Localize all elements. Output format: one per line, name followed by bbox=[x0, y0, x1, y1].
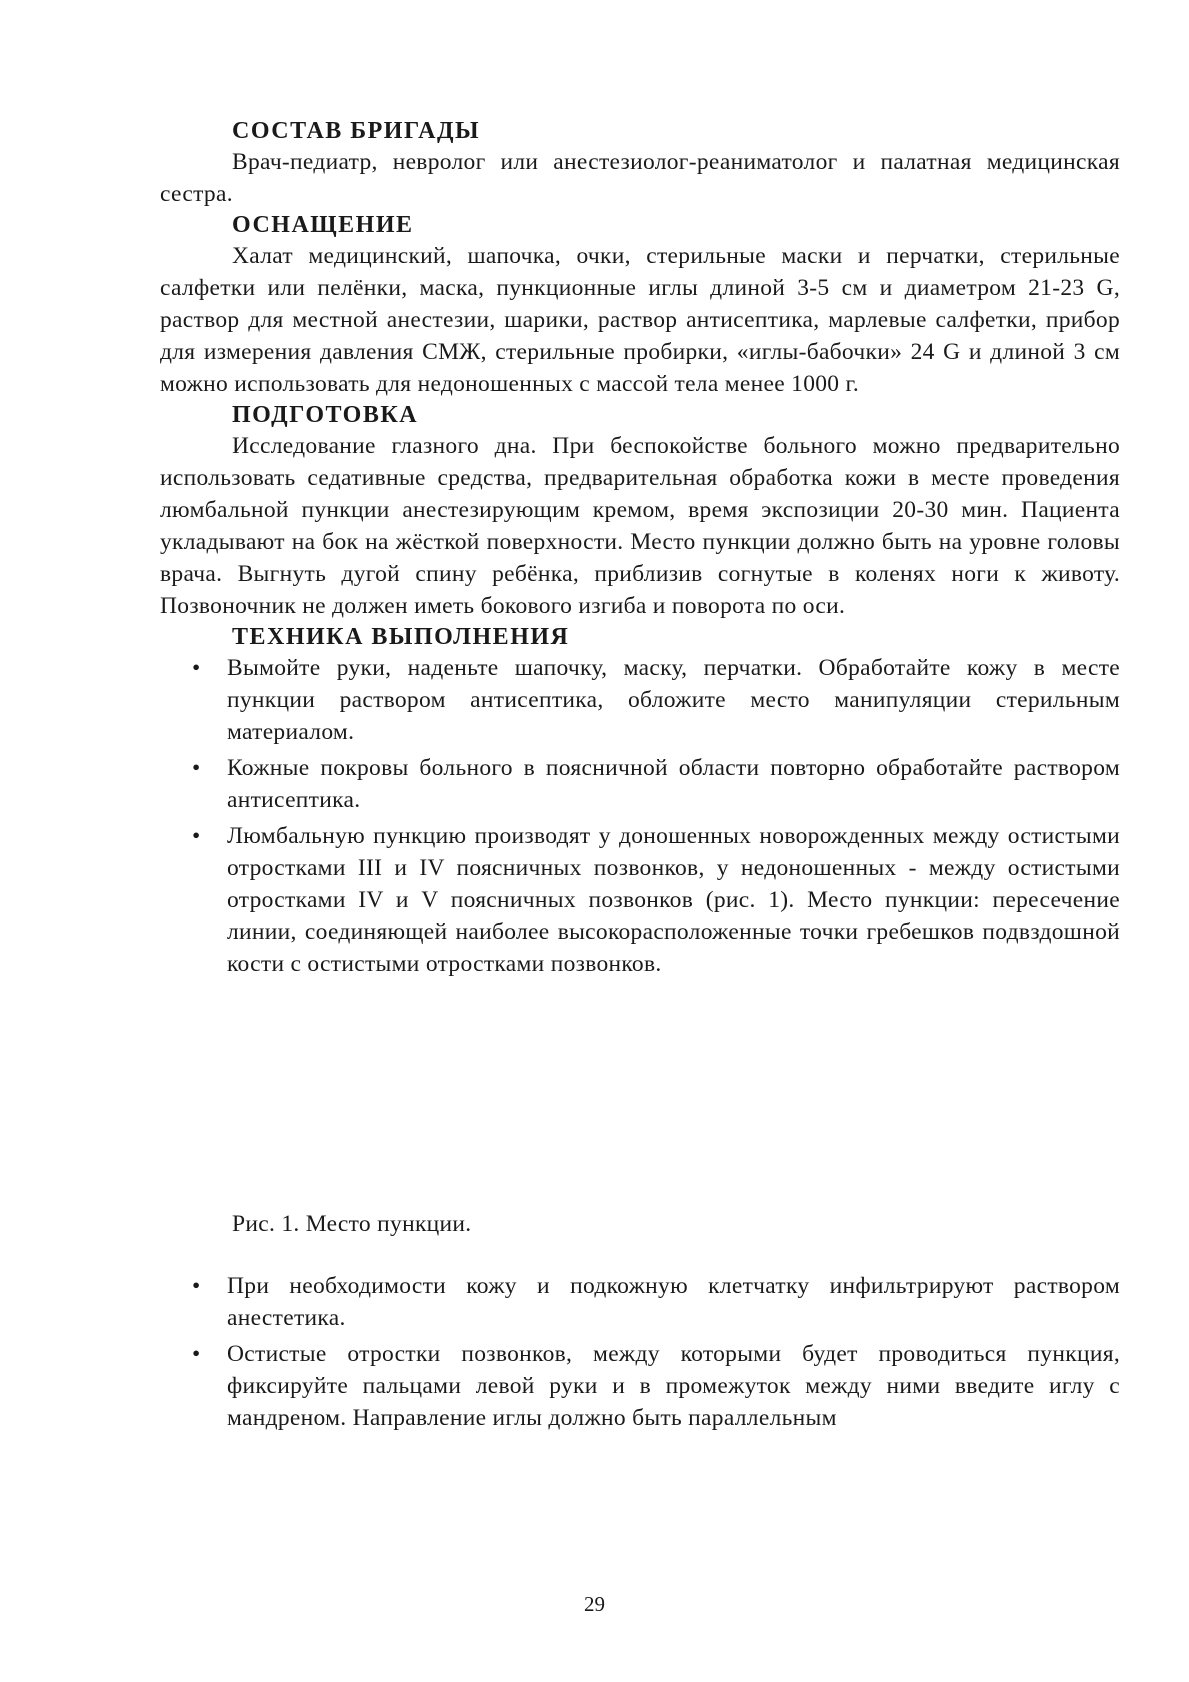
technique-list bbox=[160, 652, 1120, 980]
list-item-text: Остистые отростки позвонков, между которыми будет проводиться пункция, фиксируйте пальцами левой руки и в промежуток между ними введите иглу с мандреном. Направление иглы должно быть параллельным bbox=[227, 1341, 1120, 1431]
list-item-text: Кожные покровы больного в поясничной области повторно обработайте раствором антисептика. bbox=[227, 755, 1120, 813]
list-item-text: Вымойте руки, наденьте шапочку, маску, перчатки. Обработайте кожу в месте пункции раствором антисептика, обложите место манипуляции стерильным материалом. bbox=[227, 655, 1120, 745]
section-title-technique: ТЕХНИКА ВЫПОЛНЕНИЯ bbox=[232, 624, 570, 650]
bullet-icon: • bbox=[192, 755, 201, 781]
list-item-text: При необходимости кожу и подкожную клетчатку инфильтрируют раствором анестетика. bbox=[227, 1273, 1120, 1331]
section-title-preparation: ПОДГОТОВКА bbox=[232, 402, 419, 428]
list-item-text: Люмбальную пункцию производят у доношенных новорожденных между остистыми отростками III и IV поясничных позвонков, у недоношенных - между остистыми отростками IV и V поясничных позвонков (рис. 1). Место пункции: пересечение линии, соединяющей наиболее высокорасположенные точки гребешков подвздошной кости с остистыми отростками позвонков. bbox=[227, 823, 1120, 977]
list-item bbox=[160, 1270, 1120, 1334]
figure-caption: Рис. 1. Место пункции. bbox=[232, 1211, 472, 1237]
technique-list-continued bbox=[160, 1270, 1120, 1434]
bullet-icon: • bbox=[192, 655, 201, 681]
page-number: 29 bbox=[584, 1592, 605, 1616]
bullet-icon: • bbox=[192, 823, 201, 849]
section-text-brigade: Врач-педиатр, невролог или анестезиолог-реаниматолог и палатная медицинская сестра. bbox=[160, 149, 1120, 207]
list-item bbox=[160, 820, 1120, 980]
bullet-icon: • bbox=[192, 1341, 201, 1367]
section-title-equipment: ОСНАЩЕНИЕ bbox=[232, 212, 414, 238]
figure-placeholder bbox=[160, 984, 1120, 1208]
section-text-preparation: Исследование глазного дна. При беспокойстве больного можно предварительно использовать седативные средства, предварительная обработка кожи в месте проведения люмбальной пункции анестезирующим кремом, время экспозиции 20-30 мин. Пациента укладывают на бок на жёсткой поверхности. Место пункции должно быть на уровне головы врача. Выгнуть дугой спину ребёнка, приблизив согнутые в коленях ноги к животу. Позвоночник не должен иметь бокового изгиба и поворота по оси. bbox=[160, 433, 1120, 619]
list-item bbox=[160, 752, 1120, 816]
section-title-brigade: СОСТАВ БРИГАДЫ bbox=[232, 118, 481, 144]
document-page bbox=[160, 116, 1120, 1438]
list-item bbox=[160, 652, 1120, 748]
section-text-equipment: Халат медицинский, шапочка, очки, стерильные маски и перчатки, стерильные салфетки или пелёнки, маска, пункционные иглы длиной 3-5 см и диаметром 21-23 G, раствор для местной анестезии, шарики, раствор антисептика, марлевые салфетки, прибор для измерения давления СМЖ, стерильные пробирки, «иглы-бабочки» 24 G и длиной 3 см можно использовать для недоношенных с массой тела менее 1000 г. bbox=[160, 243, 1120, 397]
bullet-icon: • bbox=[192, 1273, 201, 1299]
list-item bbox=[160, 1338, 1120, 1434]
